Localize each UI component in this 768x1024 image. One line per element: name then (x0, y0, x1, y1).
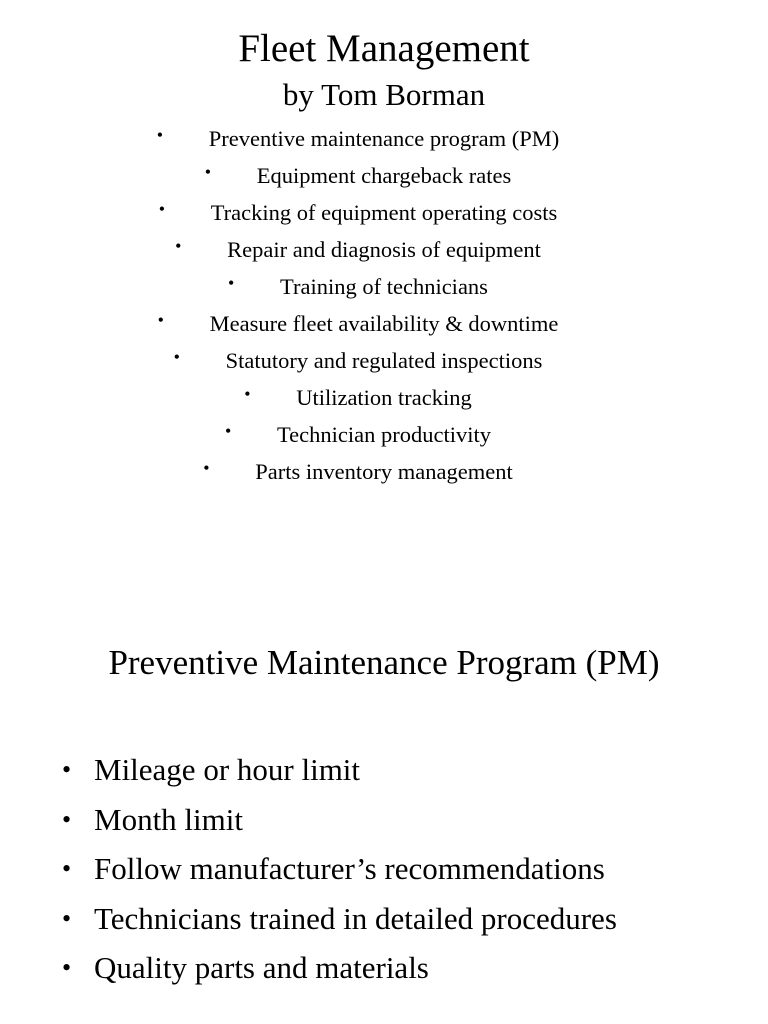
list-item (62, 943, 617, 993)
list-item-text: Parts inventory management (255, 459, 513, 484)
list-item-text: Training of technicians (280, 274, 488, 299)
list-item (0, 453, 768, 490)
slide-fleet-management (0, 0, 768, 510)
list-item (62, 795, 617, 845)
list-item (0, 416, 768, 453)
bullet-icon: • (62, 804, 72, 834)
bullet-icon: • (62, 953, 72, 982)
bullet-icon: • (175, 236, 182, 256)
bullet-icon: • (225, 421, 232, 441)
list-item-text: Equipment chargeback rates (256, 163, 512, 188)
pm-list (62, 745, 617, 993)
slide-title: Preventive Maintenance Program (PM) (108, 643, 660, 682)
list-item-text: Preventive maintenance program (PM) (208, 126, 560, 151)
list-item (0, 305, 768, 342)
list-item-text: Mileage or hour limit (94, 752, 361, 787)
list-item-text: Tracking of equipment operating costs (210, 200, 558, 225)
list-item-text: Measure fleet availability & downtime (209, 311, 559, 336)
list-item-text: Quality parts and materials (94, 950, 429, 985)
topic-list (0, 120, 768, 490)
list-item (0, 268, 768, 305)
list-item-text: Statutory and regulated inspections (225, 348, 543, 373)
list-item-text: Repair and diagnosis of equipment (227, 237, 541, 262)
list-item-text: Technicians trained in detailed procedures (94, 900, 617, 936)
bullet-icon: • (157, 310, 164, 330)
list-item (0, 342, 768, 379)
list-item (0, 194, 768, 231)
bullet-icon: • (244, 384, 251, 404)
list-item-text: Month limit (94, 801, 243, 837)
list-item (62, 745, 617, 795)
list-item (0, 120, 768, 157)
bullet-icon: • (173, 347, 180, 367)
list-item (0, 379, 768, 416)
slide-title: Fleet Management (238, 27, 530, 70)
list-item (0, 231, 768, 268)
list-item-text: Technician productivity (277, 422, 491, 447)
list-item (62, 894, 617, 944)
bullet-icon: • (62, 755, 72, 784)
bullet-icon: • (158, 199, 165, 219)
bullet-icon: • (62, 903, 72, 933)
bullet-icon: • (203, 458, 210, 478)
slide-preventive-maintenance (0, 510, 768, 1024)
list-item (62, 844, 617, 894)
bullet-icon: • (204, 162, 212, 182)
slide-subtitle: by Tom Borman (282, 77, 486, 112)
list-item (0, 157, 768, 194)
bullet-icon: • (62, 854, 72, 883)
list-item-text: Follow manufacturer’s recommendations (94, 851, 605, 886)
list-item-text: Utilization tracking (296, 385, 472, 410)
bullet-icon: • (228, 273, 235, 293)
bullet-icon: • (156, 125, 164, 145)
